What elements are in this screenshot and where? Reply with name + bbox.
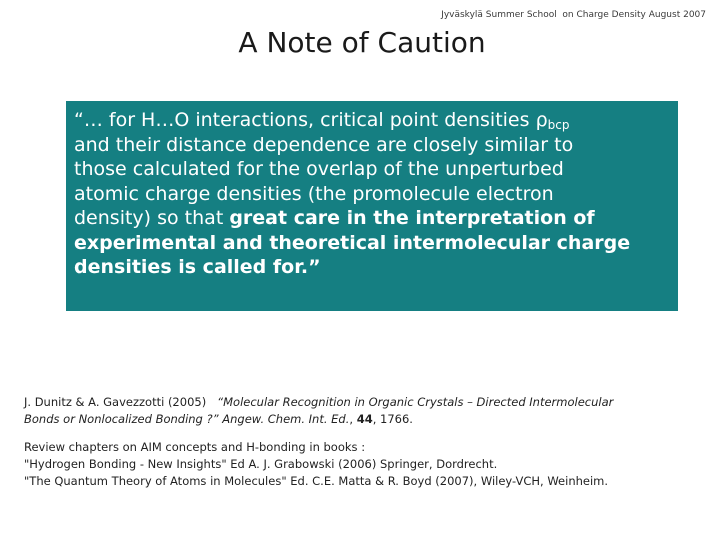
- citation-authors: J. Dunitz & A. Gavezzotti (2005): [24, 395, 207, 409]
- rho-symbol: ρ: [535, 109, 548, 131]
- rho-subscript: bcp: [547, 118, 570, 132]
- quote-line-1: [74, 108, 670, 133]
- quote-line-3: those calculated for the overlap of the unperturbed: [74, 158, 564, 180]
- references: [24, 394, 704, 501]
- citation-title: “Molecular Recognition in Organic Crystals – Directed Intermolecular: [217, 395, 614, 409]
- quote-line-4: atomic charge densities (the promolecule electron: [74, 182, 554, 205]
- slide-title: A Note of Caution: [238, 26, 486, 59]
- review-list: [24, 439, 704, 490]
- review-book-2: "The Quantum Theory of Atoms in Molecules" Ed. C.E. Matta & R. Boyd (2007), Wiley-VCH, Weinheim.: [24, 474, 609, 488]
- citation-line-2: Bonds or Nonlocalized Bonding ?” Angew. Chem. Int. Ed., 44, 1766.: [24, 412, 413, 426]
- citation-journal: Angew. Chem. Int. Ed.: [222, 412, 350, 426]
- review-intro: Review chapters on AIM concepts and H-bonding in books :: [24, 440, 366, 454]
- citation: [24, 394, 704, 428]
- quote-box: [66, 101, 678, 311]
- quote-text: “… for H…O interactions, critical point densities: [74, 109, 536, 131]
- citation-volume: 44: [356, 412, 373, 426]
- conference-header: Jyväskylä Summer School on Charge Density August 2007: [441, 10, 706, 20]
- quote-text: density) so that: [74, 207, 230, 229]
- quote-line-6: experimental and theoretical intermolecular charge: [74, 231, 631, 254]
- review-book-1: "Hydrogen Bonding - New Insights" Ed A. J. Grabowski (2006) Springer, Dordrecht.: [24, 457, 498, 471]
- quote-line-7: densities is called for.”: [74, 256, 321, 278]
- quote-line-5: [74, 206, 670, 231]
- citation-pages: 1766.: [380, 412, 413, 426]
- quote-line-2: and their distance dependence are closely similar to: [74, 133, 574, 156]
- citation-title-cont: Bonds or Nonlocalized Bonding ?”: [24, 412, 219, 426]
- citation-line-1: [24, 394, 704, 411]
- quote-emphasis: great care in the interpretation of: [229, 207, 595, 229]
